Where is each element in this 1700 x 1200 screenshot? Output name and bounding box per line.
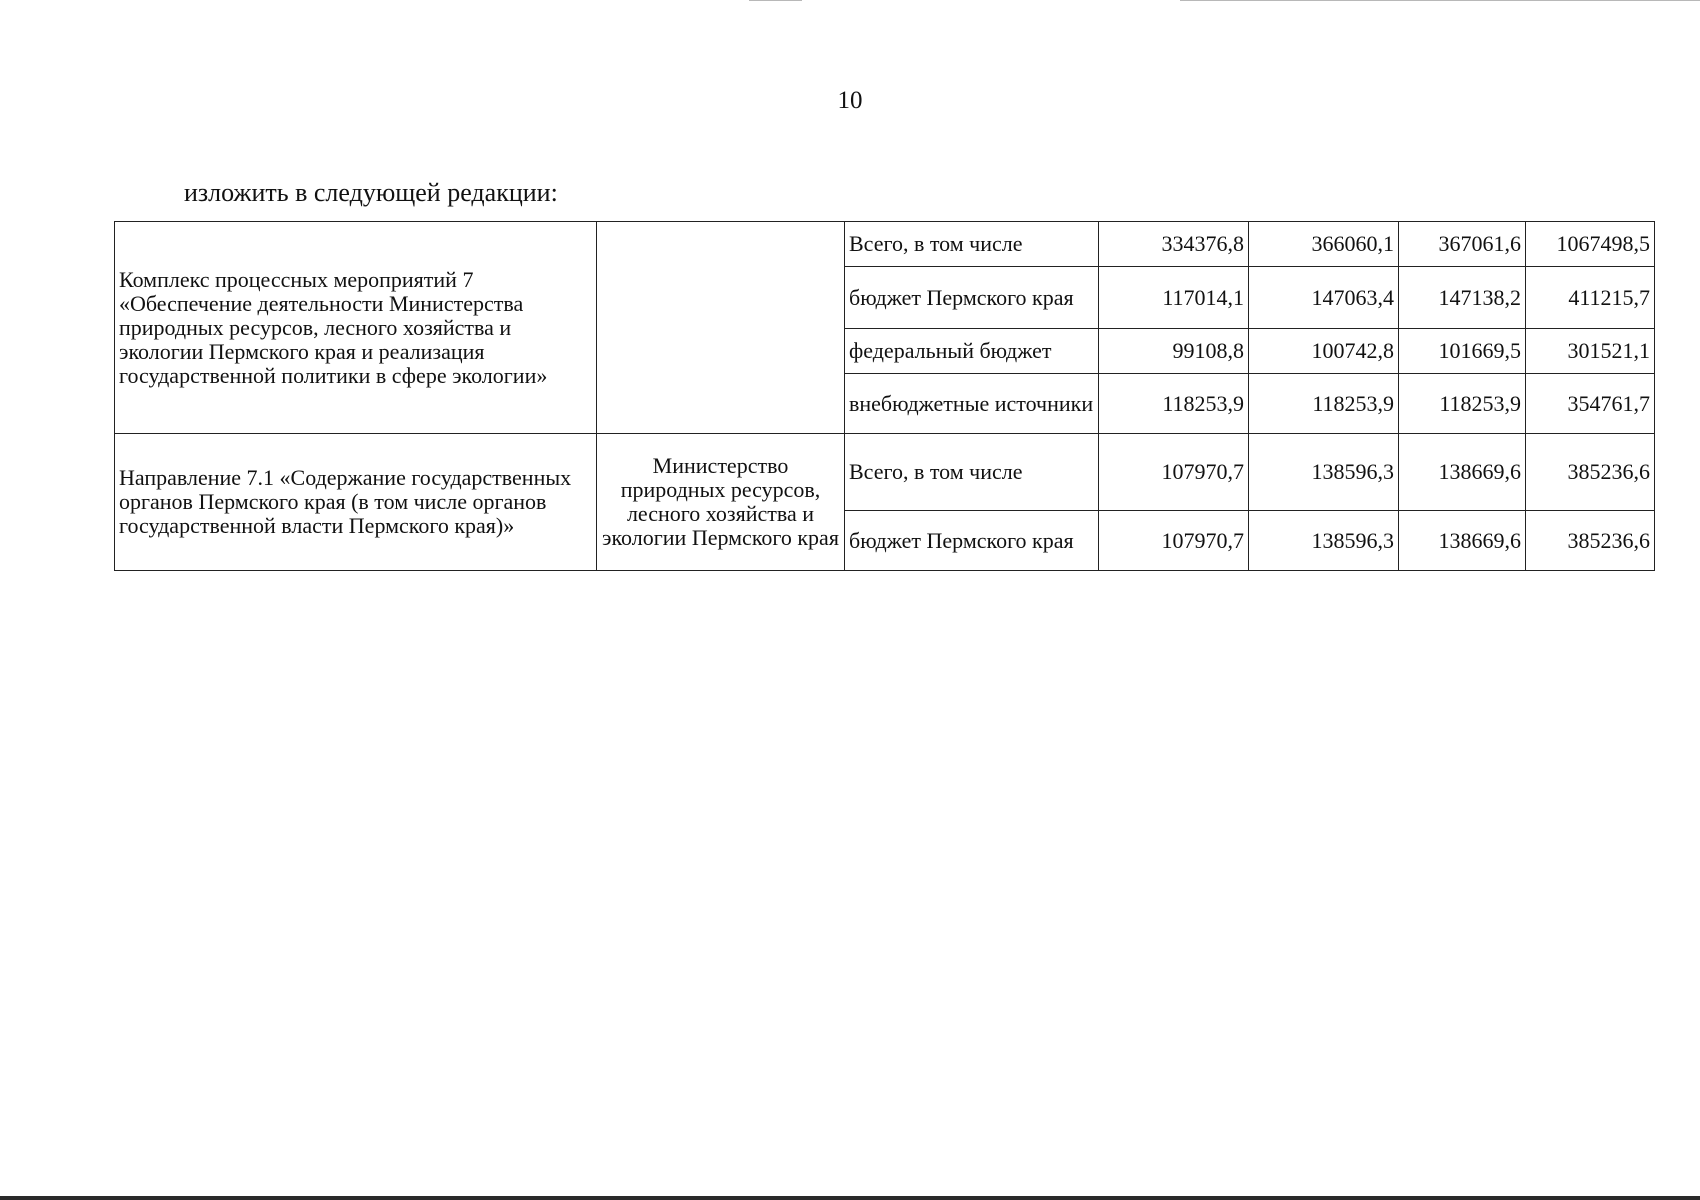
year1-cell: 107970,7 [1099,434,1249,511]
total-cell: 411215,7 [1526,267,1655,329]
year3-cell: 138669,6 [1399,511,1526,571]
year3-cell: 118253,9 [1399,374,1526,434]
page-number: 10 [837,87,863,114]
executor-cell [597,222,845,434]
scan-edge-top-left [749,0,802,1]
scan-edge-top-right [1180,0,1700,1]
year2-cell: 147063,4 [1249,267,1399,329]
program-name-cell: Комплекс процессных мероприятий 7 «Обеспечение деятельности Министерства природных ресурсов, лесного хозяйства и экологии Пермского края и реализация государственной политики в сфере экологии» [115,222,597,434]
source-cell: внебюджетные источники [845,374,1099,434]
source-cell: Всего, в том числе [845,222,1099,267]
intro-text: изложить в следующей редакции: [184,178,558,207]
source-cell: федеральный бюджет [845,329,1099,374]
year1-cell: 99108,8 [1099,329,1249,374]
year2-cell: 366060,1 [1249,222,1399,267]
total-cell: 385236,6 [1526,434,1655,511]
scan-edge-bottom [0,1196,1700,1200]
budget-table [114,221,1655,571]
year2-cell: 118253,9 [1249,374,1399,434]
year3-cell: 367061,6 [1399,222,1526,267]
year3-cell: 147138,2 [1399,267,1526,329]
year1-cell: 117014,1 [1099,267,1249,329]
source-cell: бюджет Пермского края [845,267,1099,329]
total-cell: 354761,7 [1526,374,1655,434]
total-cell: 301521,1 [1526,329,1655,374]
year3-cell: 138669,6 [1399,434,1526,511]
total-cell: 1067498,5 [1526,222,1655,267]
year1-cell: 334376,8 [1099,222,1249,267]
table-row [115,222,1655,267]
executor-cell: Министерство природных ресурсов, лесного хозяйства и экологии Пермского края [597,434,845,571]
year2-cell: 138596,3 [1249,511,1399,571]
year1-cell: 118253,9 [1099,374,1249,434]
source-cell: Всего, в том числе [845,434,1099,511]
source-cell: бюджет Пермского края [845,511,1099,571]
year2-cell: 100742,8 [1249,329,1399,374]
year2-cell: 138596,3 [1249,434,1399,511]
total-cell: 385236,6 [1526,511,1655,571]
year1-cell: 107970,7 [1099,511,1249,571]
year3-cell: 101669,5 [1399,329,1526,374]
table-row [115,434,1655,511]
program-name-cell: Направление 7.1 «Содержание государственных органов Пермского края (в том числе органов государственной власти Пермского края)» [115,434,597,571]
